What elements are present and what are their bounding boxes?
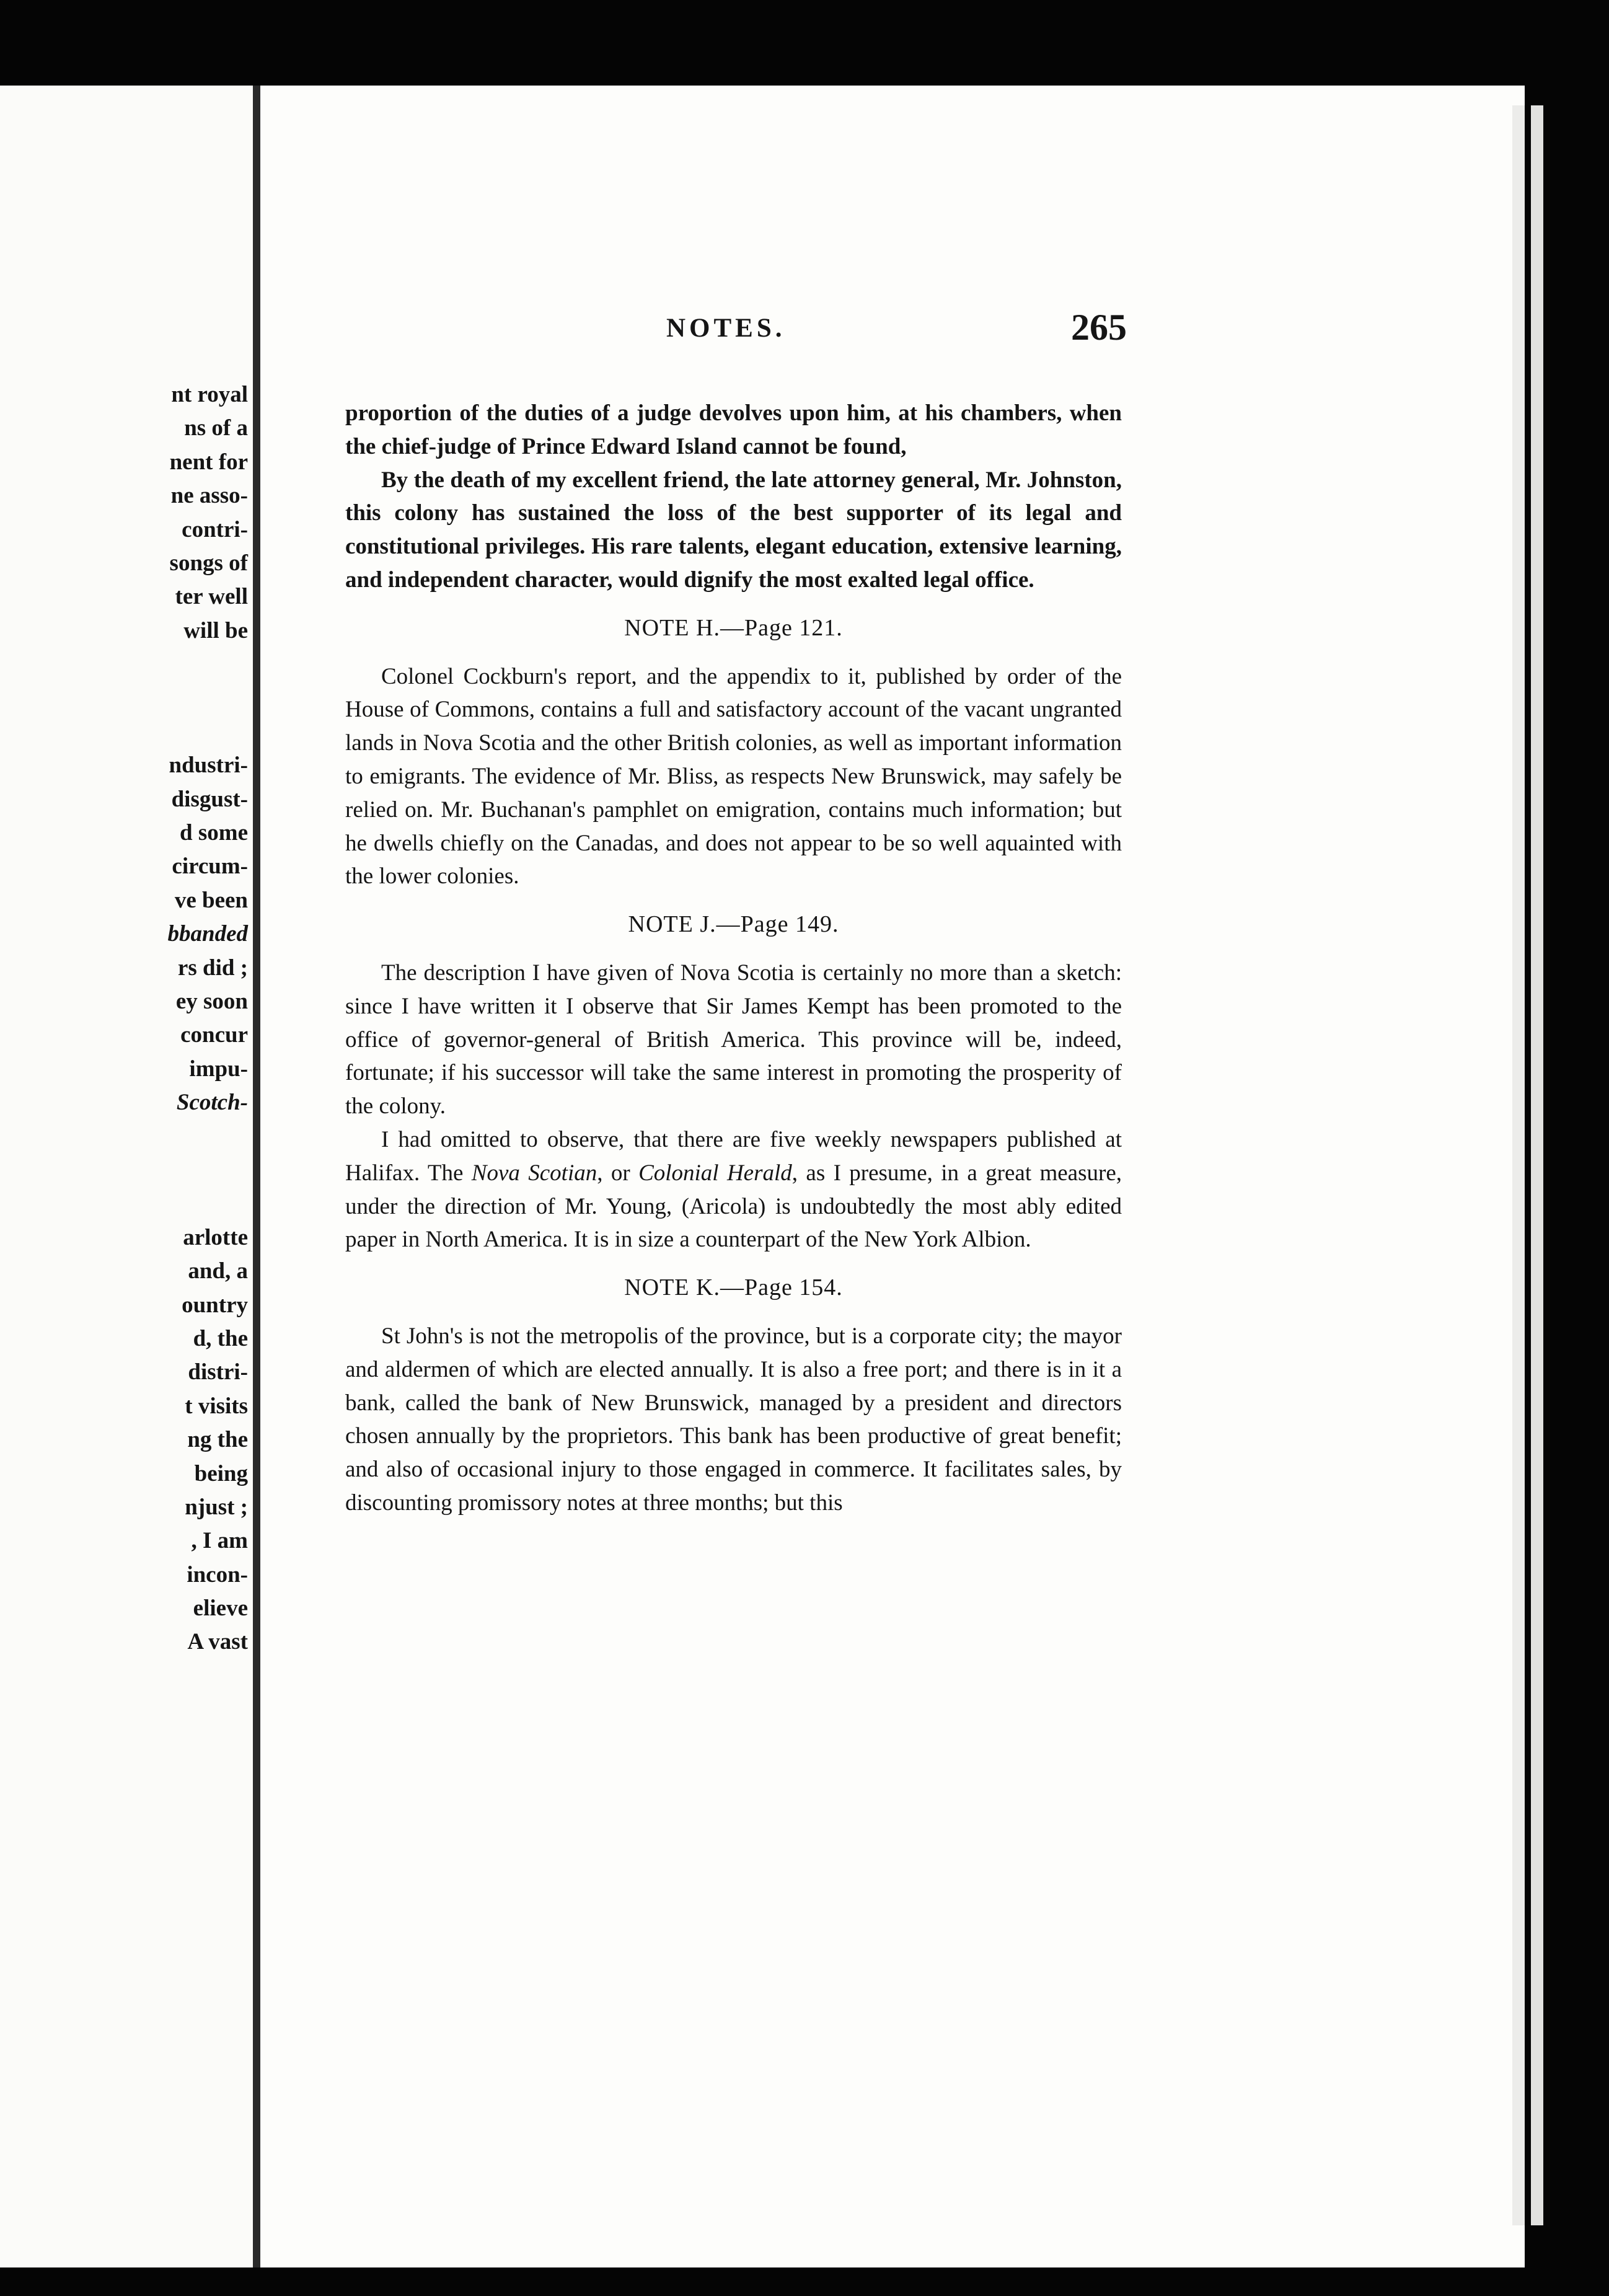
running-head: NOTES.	[666, 314, 786, 343]
left-page-line: concur	[180, 1022, 248, 1048]
page-edge	[1512, 105, 1525, 2225]
left-page-line: nent for	[169, 449, 248, 475]
left-page-line	[0, 1120, 248, 1154]
paragraph: The description I have given of Nova Scotia is certainly no more than a sketch: since I have written it I observe that Sir James Kempt has been promoted to the office of governor-general of British America. This province will be, indeed, fortunate; if his successor will take the same interest in promoting the prosperity of the colony.	[345, 960, 1122, 1119]
note-heading: NOTE H.—Page 121.	[624, 614, 843, 641]
newspaper-title: Colonial Herald	[638, 1160, 792, 1186]
left-page-line: ey soon	[175, 989, 248, 1015]
paragraph: By the death of my excellent friend, the late attorney general, Mr. Johnston, this colony has sustained the loss of the best supporter of its legal and constitutional privileges. His rare talents, elegant education, extensive learning, and independent character, would dignify the most exalted legal office.	[345, 467, 1122, 593]
paragraph	[345, 1123, 1122, 1256]
note-heading: NOTE J.—Page 149.	[628, 911, 839, 938]
text-run: , as I presume, in a great measure, under the direction of Mr. Young, (Aricola) is undoubtedly the most ably edited paper in North America. It is in size a counterpart of the New York Albion.	[345, 1160, 1122, 1253]
left-page-line	[0, 648, 248, 681]
paragraph: Colonel Cockburn's report, and the appendix to it, published by order of the House of Commons, contains a full and satisfactory account of the vacant ungranted lands in Nova Scotia and the other British colonies, as well as important information to emigrants. The evidence of Mr. Bliss, as respects New Brunswick, may safely be relied on. Mr. Buchanan's pamphlet on emigration, contains much information; but he dwells chiefly on the Canadas, and does not appear to be so well aquainted with the lower colonies.	[345, 663, 1122, 890]
left-page-line: d some	[180, 820, 248, 846]
left-page-line: elieve	[193, 1596, 248, 1622]
left-page-line: Scotch-	[176, 1090, 248, 1116]
left-page-line	[0, 682, 248, 715]
left-page-line: impu-	[189, 1056, 248, 1082]
left-page-line: A vast	[187, 1629, 248, 1655]
left-page-line: incon-	[187, 1561, 248, 1587]
left-page-line: ountry	[182, 1292, 248, 1318]
left-page-line: and, a	[188, 1258, 248, 1284]
page-number: 265	[1071, 307, 1127, 348]
left-page-line: distri-	[188, 1359, 248, 1385]
left-page-line: ns of a	[184, 415, 248, 441]
left-page-line: rs did ;	[177, 955, 248, 981]
left-page-line: disgust-	[171, 786, 248, 812]
page-body	[345, 397, 1122, 1520]
book-gutter	[253, 86, 260, 2267]
left-page-line: will be	[183, 617, 248, 643]
note-heading: NOTE K.—Page 154.	[624, 1274, 843, 1301]
left-page-line: d, the	[193, 1325, 248, 1351]
left-page-line: songs of	[169, 550, 248, 576]
left-page-line: ve been	[174, 887, 248, 913]
left-page-line: nt royal	[171, 382, 248, 407]
left-page-line	[0, 715, 248, 749]
left-page-line: arlotte	[183, 1224, 248, 1250]
left-page-line: contri-	[182, 516, 248, 542]
left-page-line: , I am	[191, 1528, 248, 1554]
left-page-line: njust ;	[185, 1494, 248, 1520]
left-facing-page	[0, 86, 253, 2267]
left-page-line: circum-	[172, 854, 248, 880]
left-page-line: bbanded	[167, 921, 248, 947]
left-page-line	[0, 1187, 248, 1221]
paragraph: proportion of the duties of a judge devolves upon him, at his chambers, when the chief-judge of Prince Edward Island cannot be found,	[345, 400, 1122, 459]
left-page-line: ng the	[187, 1427, 248, 1453]
left-page-line: being	[194, 1460, 248, 1486]
text-run: I had omitted to observe, that there are five weekly newspapers published at Halifax. The	[345, 1126, 1122, 1186]
paragraph: St John's is not the metropolis of the province, but is a corporate city; the mayor and aldermen of which are elected annually. It is also a free port; and there is in it a bank, called the bank of New Brunswick, managed by a president and directors chosen annually by the proprietors. This bank has been productive of great benefit; and also of occasional injury to those engaged in commerce. It facilitates sales, by discounting promissory notes at three months; but this	[345, 1323, 1122, 1516]
left-page-line: ter well	[175, 584, 248, 610]
text-run: , or	[597, 1160, 639, 1186]
left-page-line: ne asso-	[170, 483, 248, 509]
newspaper-title: Nova Scotian	[471, 1160, 597, 1186]
left-page-line: ndustri-	[169, 753, 248, 779]
page-edge	[1531, 105, 1543, 2225]
left-page-line: t visits	[185, 1393, 248, 1419]
left-page-line	[0, 1154, 248, 1187]
left-page-text	[0, 378, 248, 1659]
